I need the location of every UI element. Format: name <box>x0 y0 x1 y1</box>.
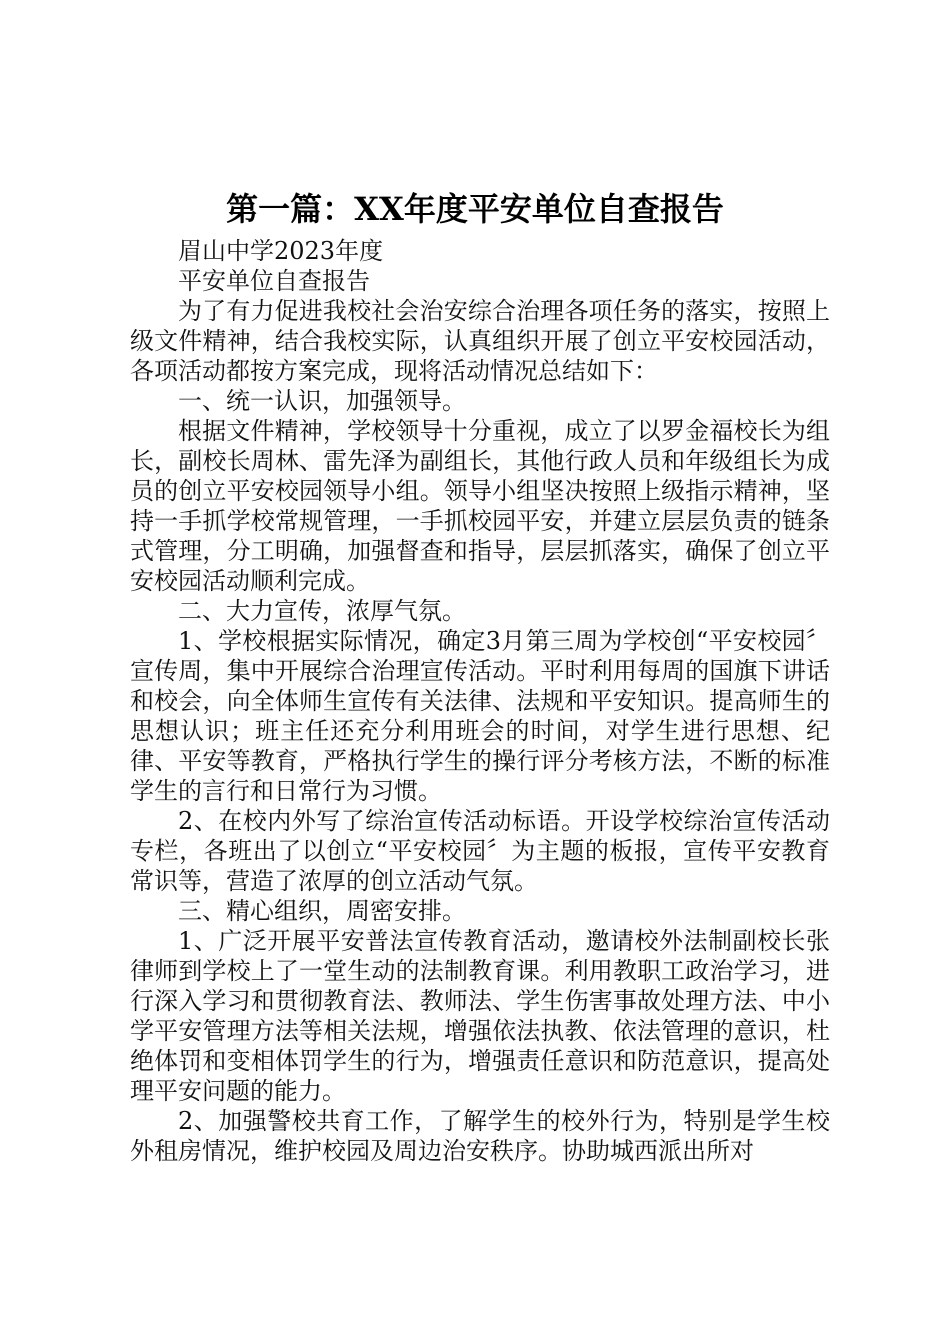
section-heading-2: 二、大力宣传，浓厚气氛。 <box>178 597 466 625</box>
report-subtitle: 平安单位自查报告 <box>178 267 370 295</box>
section-3-item-1: 1、广泛开展平安普法宣传教育活动，邀请校外法制副校长张律师到学校上了一堂生动的法制教育课。利用教职工政治学习，进行深入学习和贯彻教育法、教师法、学生伤害事故处理方法、中小学平安管理方法等相关法规，增强依法执教、依法管理的意识，杜绝体罚和变相体罚学生的行为，增强责任意识和防范意识，提高处理平安问题的能力。 <box>130 927 830 1105</box>
section-3-item-2: 2、加强警校共育工作，了解学生的校外行为，特别是学生校外租房情况，维护校园及周边治安秩序。协助城西派出所对 <box>130 1107 830 1165</box>
intro-paragraph: 为了有力促进我校社会治安综合治理各项任务的落实，按照上级文件精神，结合我校实际，认真组织开展了创立平安校园活动，各项活动都按方案完成，现将活动情况总结如下： <box>130 297 830 385</box>
document-body <box>130 236 830 1166</box>
school-year-line: 眉山中学2023年度 <box>178 237 384 265</box>
section-1-paragraph: 根据文件精神，学校领导十分重视，成立了以罗金福校长为组长，副校长周林、雷先泽为副组长，其他行政人员和年级组长为成员的创立平安校园领导小组。领导小组坚决按照上级指示精神，坚持一手抓学校常规管理，一手抓校园平安，并建立层层负责的链条式管理，分工明确，加强督查和指导，层层抓落实，确保了创立平安校园活动顺利完成。 <box>130 417 830 595</box>
section-heading-3: 三、精心组织，周密安排。 <box>178 897 466 925</box>
section-heading-1: 一、统一认识，加强领导。 <box>178 387 466 415</box>
section-2-item-2: 2、在校内外写了综治宣传活动标语。开设学校综治宣传活动专栏，各班出了以创立“平安校园〞为主题的板报，宣传平安教育常识等，营造了浓厚的创立活动气氛。 <box>130 807 830 895</box>
document-title: 第一篇：XX年度平安单位自查报告 <box>226 190 724 228</box>
section-2-item-1: 1、学校根据实际情况，确定3月第三周为学校创“平安校园〞宣传周，集中开展综合治理宣传活动。平时利用每周的国旗下讲话和校会，向全体师生宣传有关法律、法规和平安知识。提高师生的思想认识；班主任还充分利用班会的时间，对学生进行思想、纪律、平安等教育，严格执行学生的操行评分考核方法，不断的标准学生的言行和日常行为习惯。 <box>130 627 830 805</box>
